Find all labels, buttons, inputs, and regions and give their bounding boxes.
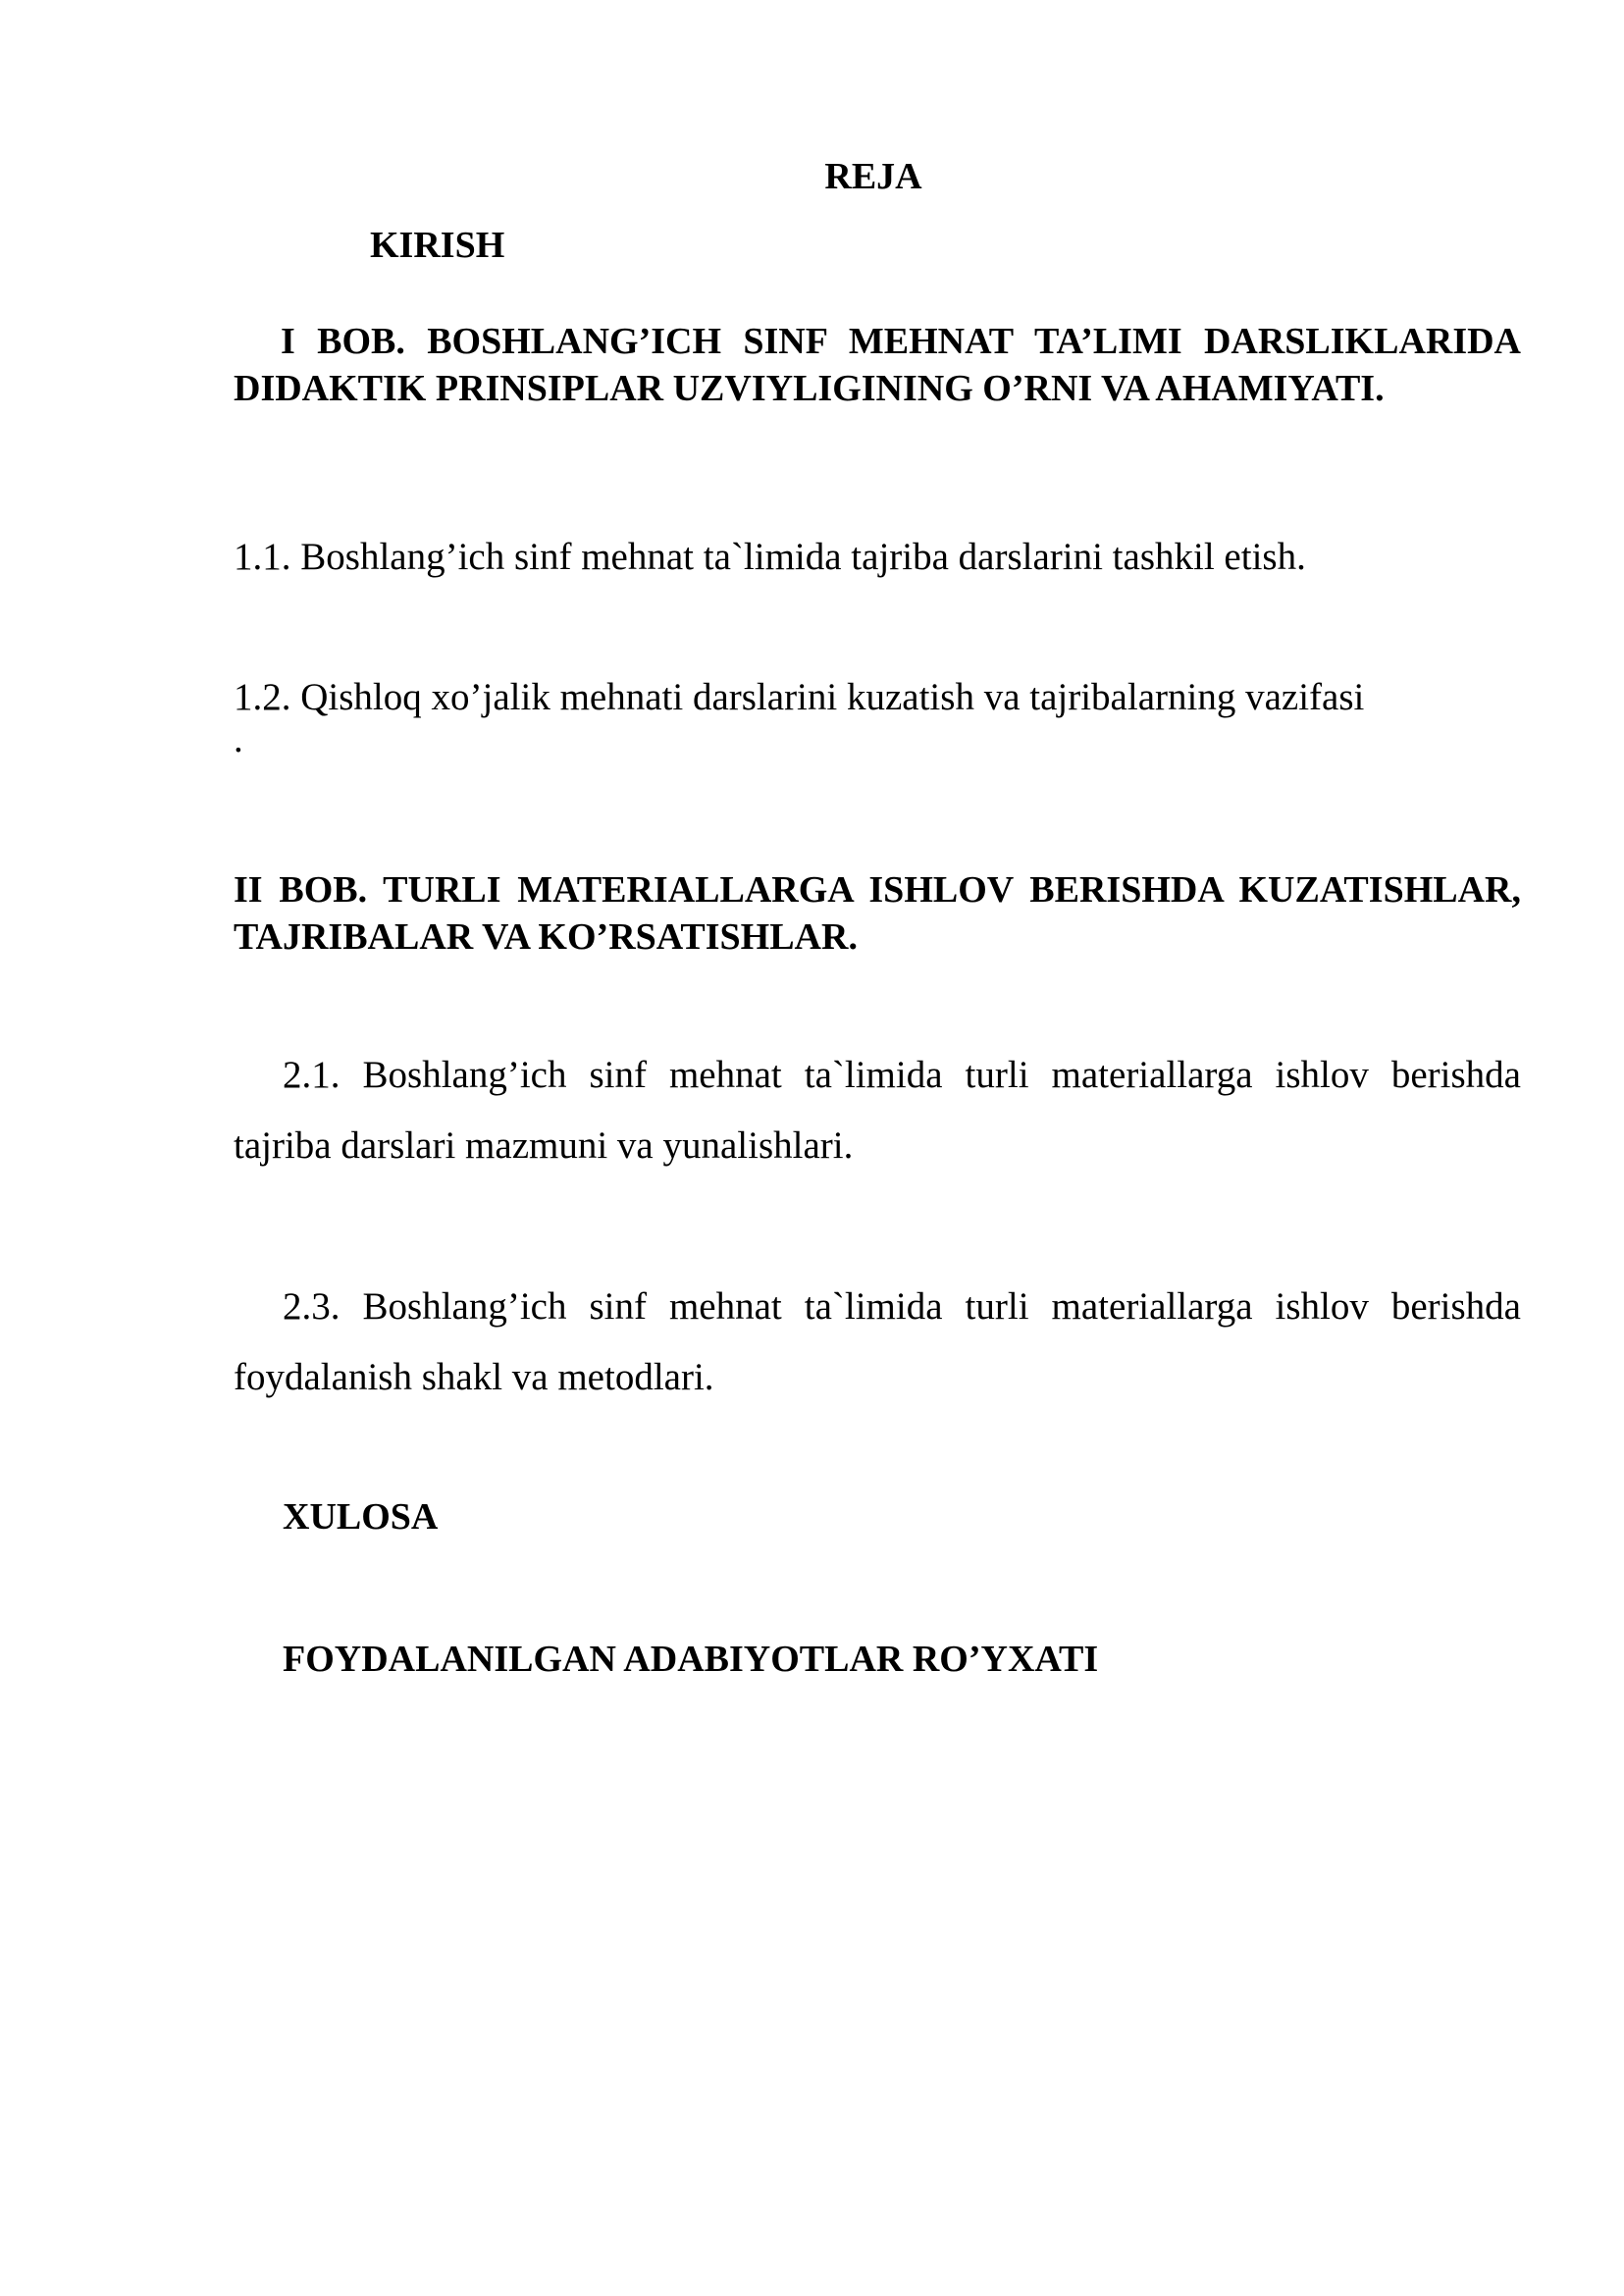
references-heading: FOYDALANILGAN ADABIYOTLAR RO’YXATI xyxy=(283,1639,1099,1680)
chapter1-item-2-period: . xyxy=(234,718,243,760)
plan-title: REJA xyxy=(824,156,922,197)
chapter1-item-1: 1.1. Boshlang’ich sinf mehnat ta`limida tajriba darslarini tashkil etish. xyxy=(234,536,1306,578)
chapter2-heading: II BOB. TURLI MATERIALLARGA ISHLOV BERISHDA KUZATISHLAR, TAJRIBALAR VA KO’RSATISHLAR. xyxy=(234,869,1521,958)
chapter2-item-1: 2.1. Boshlang’ich sinf mehnat ta`limida turli materiallarga ishlov berishda tajriba darslari mazmuni va yunalishlari. xyxy=(234,1054,1521,1167)
intro-heading: KIRISH xyxy=(370,225,505,266)
chapter1-heading: I BOB. BOSHLANG’ICH SINF MEHNAT TA’LIMI DARSLIKLARIDA DIDAKTIK PRINSIPLAR UZVIYLIGINING O’RNI VA AHAMIYATI. xyxy=(234,321,1521,409)
chapter2-item-3: 2.3. Boshlang’ich sinf mehnat ta`limida turli materiallarga ishlov berishda foydalanish shakl va metodlari. xyxy=(234,1285,1521,1398)
chapter1-item-2: 1.2. Qishloq xo’jalik mehnati darslarini kuzatish va tajribalarning vazifasi xyxy=(234,676,1365,718)
conclusion-heading: XULOSA xyxy=(283,1496,439,1538)
